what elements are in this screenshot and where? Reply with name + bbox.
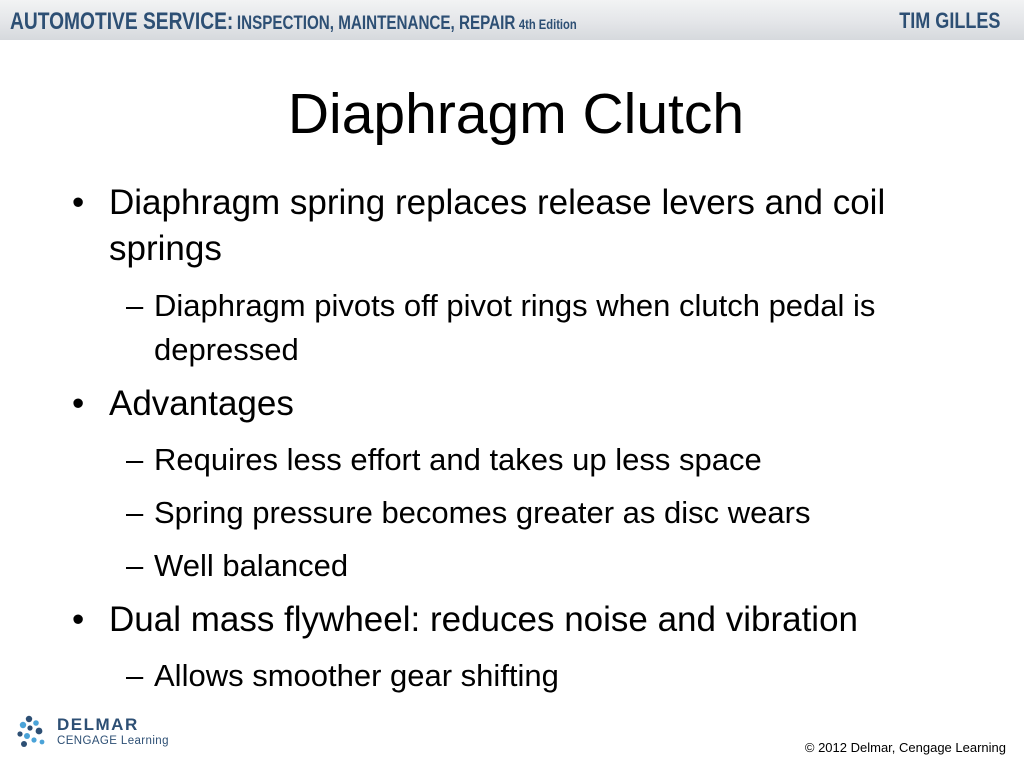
bullet-item — [72, 180, 939, 272]
dash-marker: – — [126, 442, 144, 477]
series-title: AUTOMOTIVE SERVICE: — [10, 8, 234, 35]
dash-marker: – — [126, 548, 144, 583]
dash-marker: – — [126, 495, 144, 530]
bullet-item — [72, 597, 939, 643]
book-title — [10, 8, 577, 36]
author-name: TIM GILLES — [898, 8, 1000, 33]
bullet-text: Dual mass flywheel: reduces noise and vibration — [109, 600, 858, 639]
bullet-marker: • — [72, 600, 85, 639]
edition-label: 4th Edition — [518, 16, 577, 32]
sub-bullet-text: Diaphragm pivots off pivot rings when clutch pedal is depressed — [154, 288, 876, 367]
sub-bullet-text: Requires less effort and takes up less space — [154, 442, 762, 477]
slide-title: Diaphragm Clutch — [287, 82, 745, 146]
logo-name: DELMAR — [57, 715, 139, 734]
sub-bullet-text: Spring pressure becomes greater as disc wears — [154, 495, 811, 530]
sub-bullet-text: Allows smoother gear shifting — [154, 658, 559, 693]
bullet-marker: • — [72, 183, 85, 222]
bullet-marker: • — [72, 384, 85, 423]
sub-bullet-text: Well balanced — [154, 548, 349, 583]
sub-bullet-item — [126, 654, 914, 698]
sub-bullet-item — [126, 491, 914, 535]
bullet-text: Advantages — [109, 384, 294, 423]
copyright-notice: © 2012 Delmar, Cengage Learning — [804, 740, 1006, 755]
bullet-text: Diaphragm spring replaces release levers and coil springs — [109, 183, 886, 268]
sub-bullet-item — [126, 438, 914, 482]
dash-marker: – — [126, 288, 144, 323]
logo-dots-icon — [15, 714, 49, 750]
sub-bullet-item — [126, 544, 914, 588]
bullet-item — [72, 381, 939, 427]
header-bar — [0, 0, 1024, 40]
logo-subtitle: CENGAGE Learning — [57, 735, 169, 747]
delmar-logo — [15, 714, 195, 754]
sub-bullet-item — [126, 284, 914, 372]
book-subtitle: INSPECTION, MAINTENANCE, REPAIR — [236, 13, 516, 34]
dash-marker: – — [126, 658, 144, 693]
